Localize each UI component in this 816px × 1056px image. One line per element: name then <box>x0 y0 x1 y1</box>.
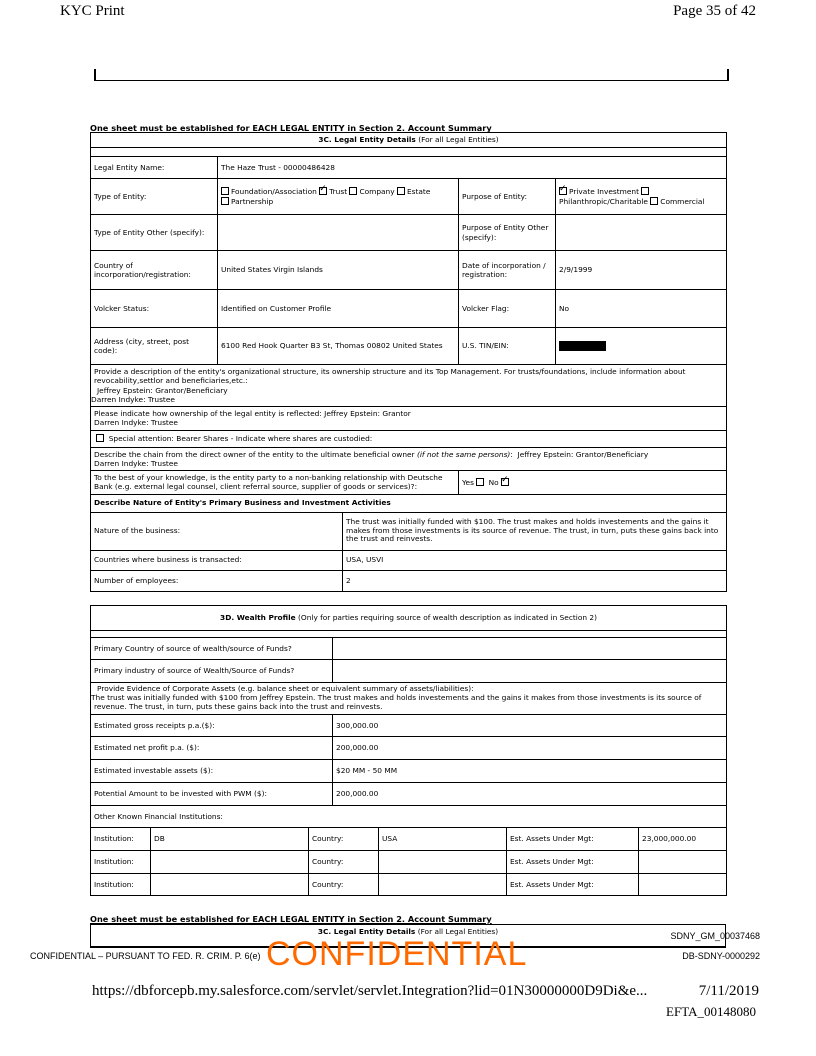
bates-number-1: SDNY_GM_00037468 <box>670 931 760 941</box>
pwm-amount-label: Potential Amount to be invested with PWM ($): <box>91 783 333 806</box>
primary-industry-value <box>333 660 727 683</box>
country-label: Country: <box>309 828 379 851</box>
beneficial-owner-chain: Describe the chain from the direct owner of the entity to the ultimate beneficial owner (if not the same persons): Jeffrey Epstein: Grantor/Beneficiary Darren Indyke: Trustee <box>91 447 727 471</box>
purpose-of-entity-options: ✓Private Investment Philanthropic/Charitable Commercial <box>556 179 727 215</box>
countries-value: USA, USVI <box>343 550 727 570</box>
volcker-status-label: Volcker Status: <box>91 290 218 328</box>
type-other-label: Type of Entity Other (specify): <box>91 215 218 251</box>
institution-country: USA <box>379 828 507 851</box>
aum-label: Est. Assets Under Mgt: <box>507 828 639 851</box>
nature-value: The trust was initially funded with $100. The trust makes and holds investements and the gains it makes from those investments is its source of revenue. The trust, in turn, puts these gains back into the trust and reinvests. <box>343 512 727 550</box>
country-label: Country: <box>309 874 379 896</box>
legal-entity-name-label: Legal Entity Name: <box>91 157 218 179</box>
primary-country-label: Primary Country of source of wealth/source of Funds? <box>91 638 333 660</box>
gross-receipts-value: 300,000.00 <box>333 715 727 737</box>
ownership-description: Please indicate how ownership of the legal entity is reflected: Jeffrey Epstein: Grantor Darren Indyke: Trustee <box>91 407 727 431</box>
commercial-checkbox[interactable] <box>650 197 658 205</box>
country-label: Country: <box>309 851 379 874</box>
address-label: Address (city, street, post code): <box>91 328 218 365</box>
yes-checkbox[interactable] <box>476 478 484 486</box>
confidential-watermark: CONFIDENTIAL <box>266 935 528 973</box>
sheet-note-repeat: One sheet must be established for EACH LEGAL ENTITY in Section 2. Account Summary <box>90 914 492 924</box>
type-of-entity-options: Foundation/Association ✓ Trust Company Estate Partnership <box>218 179 459 215</box>
date-label: Date of incorporation / registration: <box>459 251 556 290</box>
estate-checkbox[interactable] <box>397 187 405 195</box>
type-other-value <box>218 215 459 251</box>
foundation-checkbox[interactable] <box>221 187 229 195</box>
volcker-status-value: Identified on Customer Profile <box>218 290 459 328</box>
top-section-divider <box>94 69 729 81</box>
private-investment-checkbox[interactable] <box>559 187 567 195</box>
pwm-amount-value: 200,000.00 <box>333 783 727 806</box>
institution-label: Institution: <box>91 828 151 851</box>
no-checkbox[interactable] <box>501 478 509 486</box>
corporate-assets-evidence: Provide Evidence of Corporate Assets (e.g. balance sheet or equivalent summary of assets/liabilities): The trust was initially funded with $100 from Jeffrey Epstein. The trust makes and holds investements and the gains it makes from those investments is its source of revenue. The trust, in turn, puts these gains back into the trust and reinvests. <box>91 683 727 715</box>
legal-entity-name-value: The Haze Trust - 00000486428 <box>218 157 727 179</box>
legal-entity-details-table <box>90 132 727 592</box>
volcker-flag-value: No <box>556 290 727 328</box>
purpose-of-entity-label: Purpose of Entity: <box>459 179 556 215</box>
wealth-profile-table <box>90 605 727 896</box>
nature-label: Nature of the business: <box>91 512 343 550</box>
institution-label: Institution: <box>91 874 151 896</box>
gross-receipts-label: Estimated gross receipts p.a.($): <box>91 715 333 737</box>
trust-checkbox[interactable] <box>319 187 327 195</box>
country-value: United States Virgin Islands <box>218 251 459 290</box>
country-label: Country of incorporation/registration: <box>91 251 218 290</box>
tin-label: U.S. TIN/EIN: <box>459 328 556 365</box>
institution-aum <box>639 874 727 896</box>
non-banking-answer: Yes No ✓ <box>459 471 727 495</box>
partnership-checkbox[interactable] <box>221 197 229 205</box>
redaction-box <box>559 341 606 351</box>
volcker-flag-label: Volcker Flag: <box>459 290 556 328</box>
investable-assets-value: $20 MM - 50 MM <box>333 760 727 783</box>
tin-value <box>556 328 727 365</box>
bates-number-2: DB-SDNY-0000292 <box>682 951 760 961</box>
nature-heading: Describe Nature of Entity's Primary Business and Investment Activities <box>91 494 727 512</box>
aum-label: Est. Assets Under Mgt: <box>507 851 639 874</box>
employees-value: 2 <box>343 570 727 591</box>
table-row <box>91 851 727 874</box>
institution-aum <box>639 851 727 874</box>
table-row <box>91 874 727 896</box>
page-number: Page 35 of 42 <box>673 3 756 19</box>
table-row <box>91 828 727 851</box>
section-3c-title: 3C. Legal Entity Details (For all Legal Entities) <box>91 133 727 148</box>
institution-name <box>151 851 309 874</box>
efta-number: EFTA_00148080 <box>666 1004 756 1019</box>
bearer-shares-checkbox[interactable] <box>96 434 104 442</box>
section-3c-title-repeat: 3C. Legal Entity Details (For all Legal Entities) <box>91 925 726 939</box>
sheet-note: One sheet must be established for EACH LEGAL ENTITY in Section 2. Account Summary <box>90 123 492 133</box>
institution-aum: 23,000,000.00 <box>639 828 727 851</box>
philanthropic-checkbox[interactable] <box>641 187 649 195</box>
institution-name <box>151 874 309 896</box>
aum-label: Est. Assets Under Mgt: <box>507 874 639 896</box>
print-date: 7/11/2019 <box>698 983 759 999</box>
investable-assets-label: Estimated investable assets ($): <box>91 760 333 783</box>
section-3d-title: 3D. Wealth Profile (Only for parties requiring source of wealth description as indicated in Section 2) <box>91 606 727 631</box>
purpose-other-value <box>556 215 727 251</box>
employees-label: Number of employees: <box>91 570 343 591</box>
bearer-shares-row: Special attention: Bearer Shares - Indicate where shares are custodied: <box>91 430 727 447</box>
type-of-entity-label: Type of Entity: <box>91 179 218 215</box>
other-institutions-label: Other Known Financial Institutions: <box>91 806 727 828</box>
net-profit-value: 200,000.00 <box>333 737 727 760</box>
date-value: 2/9/1999 <box>556 251 727 290</box>
primary-industry-label: Primary industry of source of Wealth/Source of Funds? <box>91 660 333 683</box>
purpose-other-label: Purpose of Entity Other (specify): <box>459 215 556 251</box>
address-value: 6100 Red Hook Quarter B3 St, Thomas 00802 United States <box>218 328 459 365</box>
company-checkbox[interactable] <box>349 187 357 195</box>
non-banking-question: To the best of your knowledge, is the entity party to a non-banking relationship with Deutsche Bank (e.g. external legal counsel, client referral source, supplier of goods or services)?: <box>91 471 459 495</box>
primary-country-value <box>333 638 727 660</box>
source-url: https://dbforcepb.my.salesforce.com/servlet/servlet.Integration?lid=01N30000000D9Di&e... <box>92 983 648 999</box>
countries-label: Countries where business is transacted: <box>91 550 343 570</box>
structure-description: Provide a description of the entity's organizational structure, its ownership structure and its Top Management. For trusts/foundations, include information about revocability,settlor and beneficiaries,etc.: Jeffrey Epstein: Grantor/Beneficiary Darren Indyke: Trustee <box>91 365 727 407</box>
net-profit-label: Estimated net profit p.a. ($): <box>91 737 333 760</box>
confidential-notice: CONFIDENTIAL – PURSUANT TO FED. R. CRIM. P. 6(e) <box>30 951 261 961</box>
institution-country <box>379 851 507 874</box>
institution-country <box>379 874 507 896</box>
institution-label: Institution: <box>91 851 151 874</box>
institution-name: DB <box>151 828 309 851</box>
header-title: KYC Print <box>60 3 125 19</box>
